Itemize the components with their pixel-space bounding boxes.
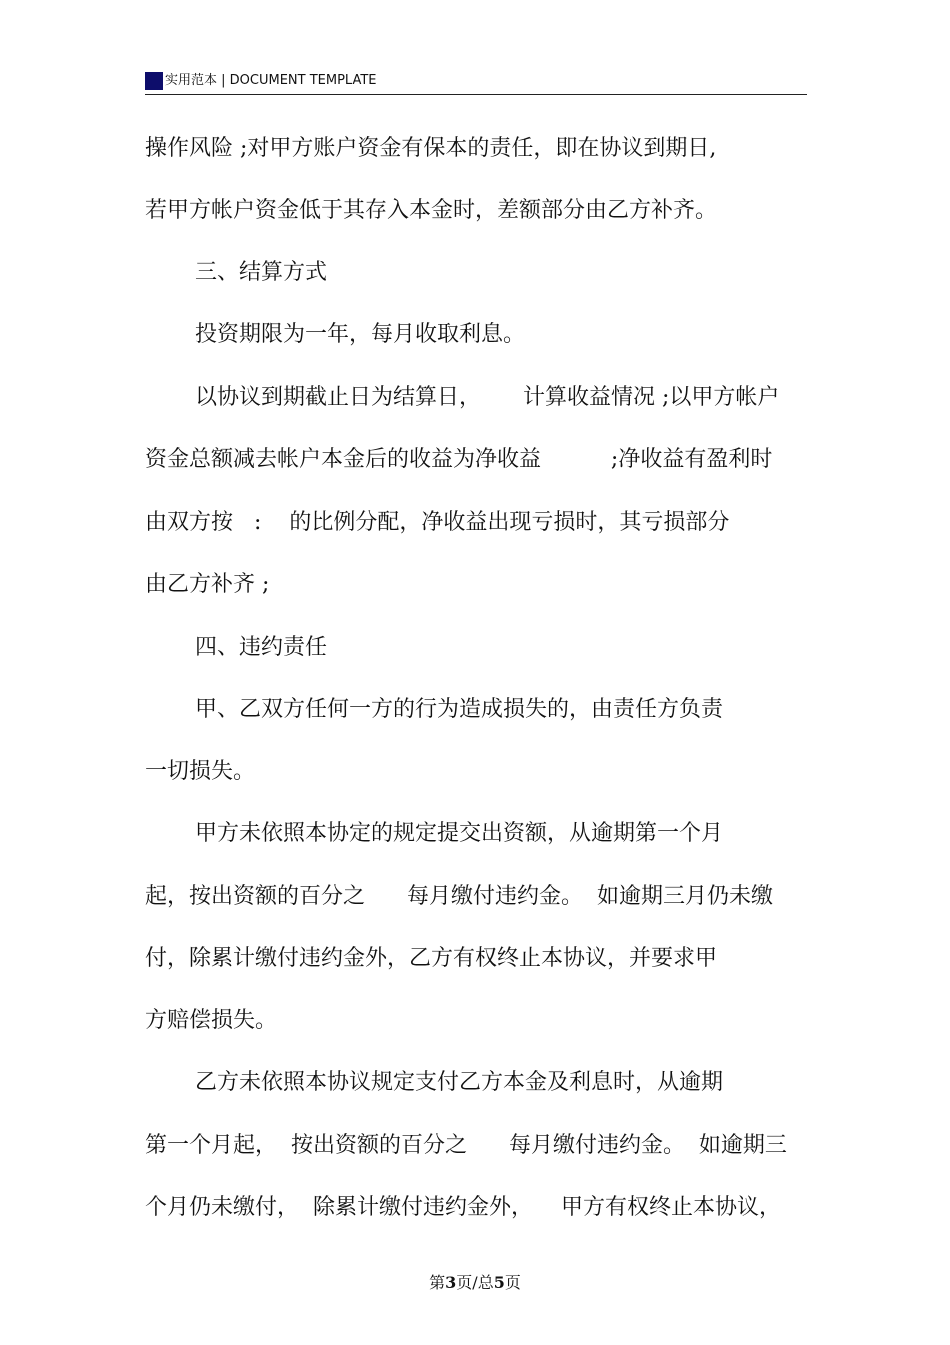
body-line: 第一个月起， 按出资额的百分之 每月缴付违约金。 如逾期三 xyxy=(145,1133,787,1158)
header-title: 实用范本 | DOCUMENT TEMPLATE xyxy=(165,73,377,88)
body-line: 由乙方补齐 ; xyxy=(145,572,270,597)
body-line: 乙方未依照本协议规定支付乙方本金及利息时，从逾期 xyxy=(195,1070,724,1095)
body-line: 方赔偿损失。 xyxy=(145,1008,278,1033)
body-line: 投资期限为一年，每月收取利息。 xyxy=(195,322,526,347)
page-header xyxy=(145,70,807,95)
body-line: 个月仍未缴付， 除累计缴付违约金外， 甲方有权终止本协议， xyxy=(145,1195,781,1220)
section-heading: 四、违约责任 xyxy=(195,635,328,660)
section-heading: 三、结算方式 xyxy=(195,260,328,285)
page-footer xyxy=(0,1272,950,1294)
header-logo-icon xyxy=(145,72,163,90)
body-line: 付，除累计缴付违约金外，乙方有权终止本协议，并要求甲 xyxy=(145,946,718,971)
footer-mid: 页/总 xyxy=(456,1273,494,1292)
footer-total-pages: 5 xyxy=(493,1273,505,1292)
body-line: 操作风险 ;对甲方账户资金有保本的责任，即在协议到期日, xyxy=(145,136,717,161)
body-line: 起，按出资额的百分之 每月缴付违约金。 如逾期三月仍未缴 xyxy=(145,884,773,909)
body-line: 由双方按 : 的比例分配，净收益出现亏损时，其亏损部分 xyxy=(145,510,730,535)
body-line: 资金总额减去帐户本金后的收益为净收益 ;净收益有盈利时 xyxy=(145,447,773,472)
body-line: 一切损失。 xyxy=(145,759,256,784)
body-line: 若甲方帐户资金低于其存入本金时，差额部分由乙方补齐。 xyxy=(145,198,718,223)
footer-prefix: 第 xyxy=(429,1273,446,1292)
footer-page-number: 3 xyxy=(445,1273,457,1292)
body-line: 甲方未依照本协定的规定提交出资额，从逾期第一个月 xyxy=(195,821,724,846)
body-line: 甲、乙双方任何一方的行为造成损失的，由责任方负责 xyxy=(195,697,724,722)
body-line: 以协议到期截止日为结算日， 计算收益情况 ;以甲方帐户 xyxy=(195,385,780,410)
footer-suffix: 页 xyxy=(504,1273,521,1292)
